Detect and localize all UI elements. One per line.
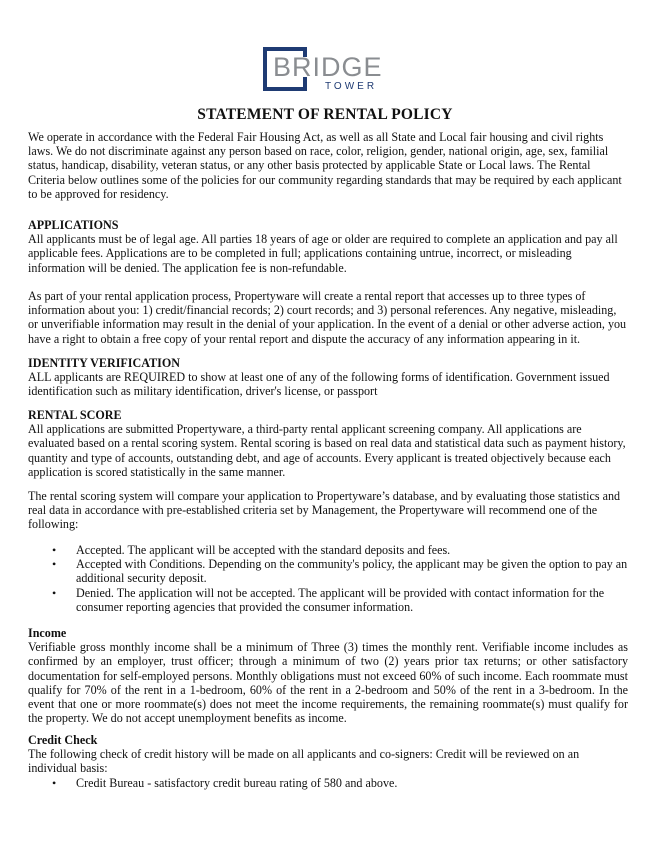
section-heading-rental-score: RENTAL SCORE <box>28 408 122 422</box>
bullet-icon: • <box>52 557 57 572</box>
applications-section <box>28 218 628 275</box>
applications-paragraph-1: All applicants must be of legal age. All parties 18 years of age or older are required to complete an application and pay all applicable fees. Applications are to be completed in full; applications containing untrue, incorrect, or misleading information will be denied. The application fee is non-refundable. <box>28 232 618 275</box>
credit-check-paragraph: The following check of credit history will be made on all applicants and co-signers: Credit will be reviewed on an individual basis: <box>28 747 580 776</box>
applications-section-2 <box>28 289 628 346</box>
bridge-tower-logo <box>263 47 393 97</box>
intro-paragraph: We operate in accordance with the Federal Fair Housing Act, as well as all State and Local fair housing and civil rights laws. We do not discriminate against any person based on race, color, religion, gender, national origin, age, sex, familial status, handicap, disability, veteran status, or any other basis protected by applicable State or Local laws. The Rental Criteria below outlines some of the policies for our community regarding standards that may be required by each applicant to be approved for residency. <box>28 130 622 201</box>
income-section <box>28 626 628 725</box>
income-paragraph: Verifiable gross monthly income shall be a minimum of Three (3) times the monthly rent. Verifiable income includes as confirmed by an employer, trust officer; through a minimum of two (2) years prior tax returns; or other satisfactory documentation for self-employed persons. Monthly obligations must not exceed 60% of such income. Each roommate must qualify for 70% of the rent in a 1-bedroom, 60% of the rent in a 2-bedroom and 50% of the rent in a 3-bedroom. In the event that one or more roommate(s) does not meet the income requirements, the remaining roommate(s) must qualify for the property. We do not accept unemployment benefits as income. <box>28 640 628 726</box>
bullet-icon: • <box>52 543 57 557</box>
document-title: STATEMENT OF RENTAL POLICY <box>197 106 453 123</box>
credit-check-section <box>28 733 628 790</box>
intro-section <box>28 130 628 201</box>
rental-score-section <box>28 408 628 479</box>
bullet-credit-bureau: • Credit Bureau - satisfactory credit bureau rating of 580 and above. <box>52 775 398 790</box>
rental-score-section-2 <box>28 489 628 532</box>
identity-paragraph: ALL applicants are REQUIRED to show at least one of any of the following forms of identification. Government issued identification such as military identification, driver's license, or passport <box>28 370 610 399</box>
bullet-icon: • <box>52 775 57 790</box>
logo-sub-text: TOWER <box>325 81 378 92</box>
bullet-accepted-with-conditions: • Accepted with Conditions. Depending on the community's policy, the applicant may be given the option to pay an additional security deposit. <box>52 557 628 586</box>
section-heading-applications: APPLICATIONS <box>28 218 119 232</box>
section-heading-credit-check: Credit Check <box>28 733 98 747</box>
identity-section <box>28 356 628 399</box>
rental-score-paragraph-2: The rental scoring system will compare your application to Propertyware’s database, and by evaluating those statistics and real data in accordance with pre-established criteria set by Management, the Propertyware will recommend one of the following: <box>28 489 621 532</box>
rental-score-paragraph-1: All applications are submitted Propertyware, a third-party rental applicant screening company. All applications are evaluated based on a rental scoring system. Rental scoring is based on real data and statistical data such as payment history, quantity and type of accounts, outstanding debt, and age of accounts. Every applicant is treated objectively because each application is scored statistically in the same manner. <box>28 422 626 479</box>
logo-main-text: BRIDGE <box>273 52 383 82</box>
bullet-denied: • Denied. The application will not be accepted. The applicant will be provided with contact information for the consumer reporting agencies that provided the consumer information. <box>52 585 605 614</box>
section-heading-income: Income <box>28 626 67 640</box>
section-heading-identity: IDENTITY VERIFICATION <box>28 356 180 370</box>
applications-paragraph-2: As part of your rental application process, Propertyware will create a rental report that accesses up to three types of information about you: 1) credit/financial records; 2) court records; and 3) personal references. Any negative, misleading, or unverifiable information may result in the denial of your application. In the event of a denial or other adverse action, you have a right to obtain a free copy of your rental report and dispute the accuracy of any information appearing in it. <box>28 289 627 346</box>
bullet-icon: • <box>52 585 57 600</box>
rental-score-bullets <box>28 543 628 614</box>
bullet-accepted: • Accepted. The applicant will be accepted with the standard deposits and fees. <box>52 543 451 557</box>
